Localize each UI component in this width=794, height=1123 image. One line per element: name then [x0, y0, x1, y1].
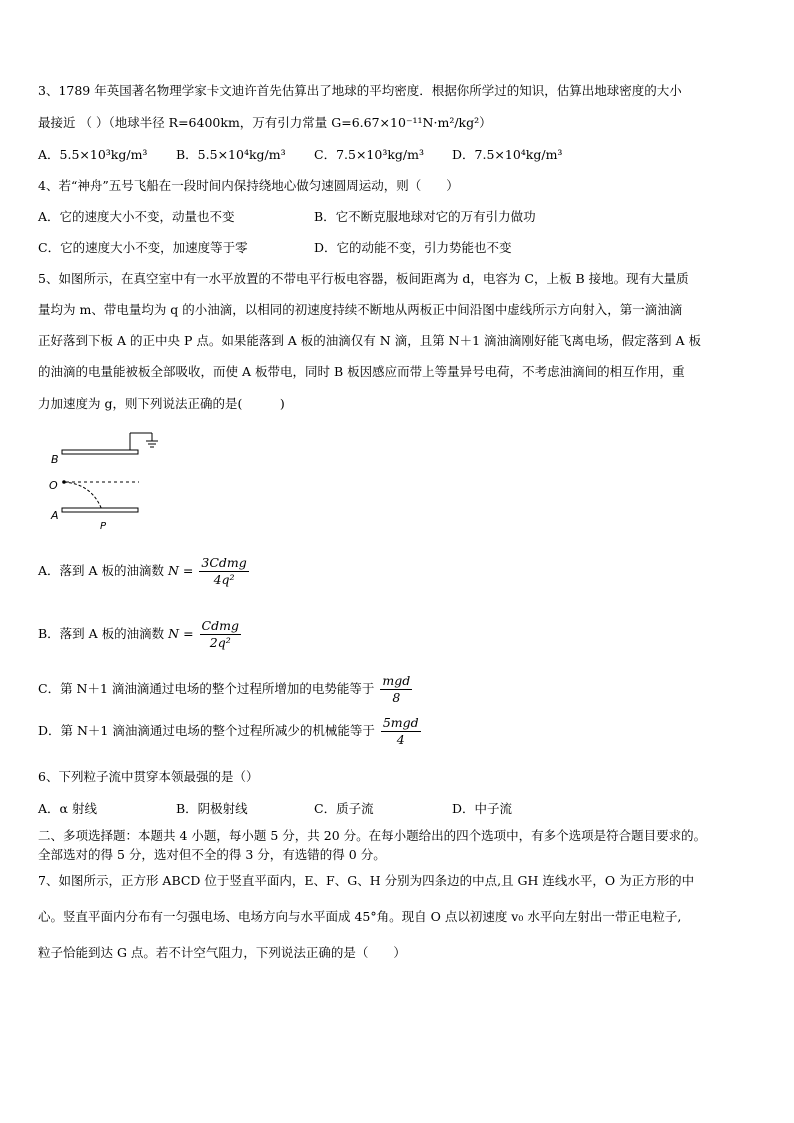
q5-option-a-text: A．落到 A 板的油滴数 — [38, 563, 165, 578]
q4-option-c: C．它的速度大小不变，加速度等于零 — [38, 240, 248, 255]
q6-option-d: D．中子流 — [452, 801, 513, 816]
section-2-line-2: 全部选对的得 5 分，选对但不全的得 3 分，有选错的得 0 分。 — [38, 847, 386, 862]
q6-stem: 6、下列粒子流中贯穿本领最强的是（） — [38, 769, 259, 784]
q5-option-d-numerator: 5mgd — [382, 715, 419, 730]
q3-option-a: A．5.5×10³kg/m³ — [38, 147, 148, 162]
q6-options — [38, 801, 512, 817]
q4-option-b: B．它不断克服地球对它的万有引力做功 — [314, 209, 536, 224]
q5-option-c-fraction — [380, 673, 412, 706]
q3-line-2: 最接近 （ ）（地球半径 R=6400km，万有引力常量 G=6.67×10⁻¹¹N·m²/kg²） — [38, 115, 492, 130]
label-a: A — [51, 509, 59, 522]
q5-option-d-text: D．第 N＋1 滴油滴通过电场的整个过程所减少的机械能等于 — [38, 723, 375, 738]
q5-option-c-numerator: mgd — [382, 673, 411, 688]
q7-line-1: 7、如图所示，正方形 ABCD 位于竖直平面内，E、F、G、H 分别为四条边的中点,且 GH 连线水平，O 为正方形的中 — [38, 873, 695, 888]
q4-option-a: A．它的速度大小不变，动量也不变 — [38, 209, 235, 224]
q4-options-row-1 — [38, 209, 536, 225]
q5-capacitor-figure — [44, 428, 174, 536]
label-o: O — [49, 479, 58, 492]
q5-line-1: 5、如图所示，在真空室中有一水平放置的不带电平行板电容器，板间距离为 d，电容为 C，上板 B 接地。现有大量质 — [38, 271, 689, 286]
q4-option-d: D．它的动能不变，引力势能也不变 — [314, 240, 512, 255]
q5-option-a — [38, 555, 249, 588]
q5-option-b-numerator: Cdmg — [201, 618, 239, 633]
q5-option-a-lhs: N = — [168, 563, 194, 578]
q5-line-5: 力加速度为 g，则下列说法正确的是( ) — [38, 396, 285, 411]
q5-option-b-text: B．落到 A 板的油滴数 — [38, 626, 165, 641]
q5-option-b-denominator: 2q² — [209, 635, 231, 650]
q3-option-b: B．5.5×10⁴kg/m³ — [176, 147, 286, 162]
label-p: P — [100, 521, 107, 532]
plate-a — [62, 508, 138, 512]
q5-option-a-fraction — [199, 555, 248, 588]
q4-stem: 4、若“神舟”五号飞船在一段时间内保持绕地心做匀速圆周运动，则（ ） — [38, 178, 459, 193]
q5-option-a-numerator: 3Cdmg — [201, 555, 247, 570]
q5-option-d — [38, 715, 421, 748]
q5-option-d-fraction — [381, 715, 421, 748]
q3-options — [38, 147, 562, 163]
q4-options-row-2 — [38, 240, 512, 256]
q3-option-c: C．7.5×10³kg/m³ — [314, 147, 424, 162]
q5-option-c-text: C．第 N＋1 滴油滴通过电场的整个过程所增加的电势能等于 — [38, 681, 375, 696]
q5-option-a-denominator: 4q² — [213, 572, 235, 587]
q3-line-1: 3、1789 年英国著名物理学家卡文迪许首先估算出了地球的平均密度．根据你所学过的知识，估算出地球密度的大小 — [38, 83, 682, 98]
q5-option-c-denominator: 8 — [392, 690, 401, 705]
q5-option-c — [38, 673, 412, 706]
q5-line-2: 量均为 m、带电量均为 q 的小油滴，以相同的初速度持续不断地从两板正中间沿图中虚线所示方向射入，第一滴油滴 — [38, 302, 683, 317]
q5-option-b-fraction — [200, 618, 241, 651]
q6-option-a: A．α 射线 — [38, 801, 97, 816]
section-2-line-1: 二、多项选择题：本题共 4 小题，每小题 5 分，共 20 分。在每小题给出的四个选项中，有多个选项是符合题目要求的。 — [38, 828, 707, 843]
q5-option-b-lhs: N = — [168, 626, 194, 641]
q7-line-2: 心。竖直平面内分布有一匀强电场、电场方向与水平面成 45°角。现自 O 点以初速度 v₀ 水平向左射出一带正电粒子, — [38, 909, 682, 924]
q5-option-d-denominator: 4 — [396, 732, 405, 747]
q7-line-3: 粒子恰能到达 G 点。若不计空气阻力，下列说法正确的是（ ） — [38, 945, 406, 960]
q6-option-b: B．阴极射线 — [176, 801, 248, 816]
label-b: B — [51, 453, 59, 466]
q5-line-3: 正好落到下板 A 的正中央 P 点。如果能落到 A 板的油滴仅有 N 滴，且第 N＋1 滴油滴刚好能飞离电场，假定落到 A 板 — [38, 333, 702, 348]
ground-icon — [146, 441, 158, 447]
q6-option-c: C．质子流 — [314, 801, 374, 816]
plate-b — [62, 450, 138, 454]
trajectory-curve — [64, 482, 102, 510]
q3-option-d: D．7.5×10⁴kg/m³ — [452, 147, 563, 162]
q5-line-4: 的油滴的电量能被板全部吸收，而使 A 板带电，同时 B 板因感应而带上等量异号电荷，不考虑油滴间的相互作用，重 — [38, 364, 685, 379]
q5-option-b — [38, 618, 241, 651]
